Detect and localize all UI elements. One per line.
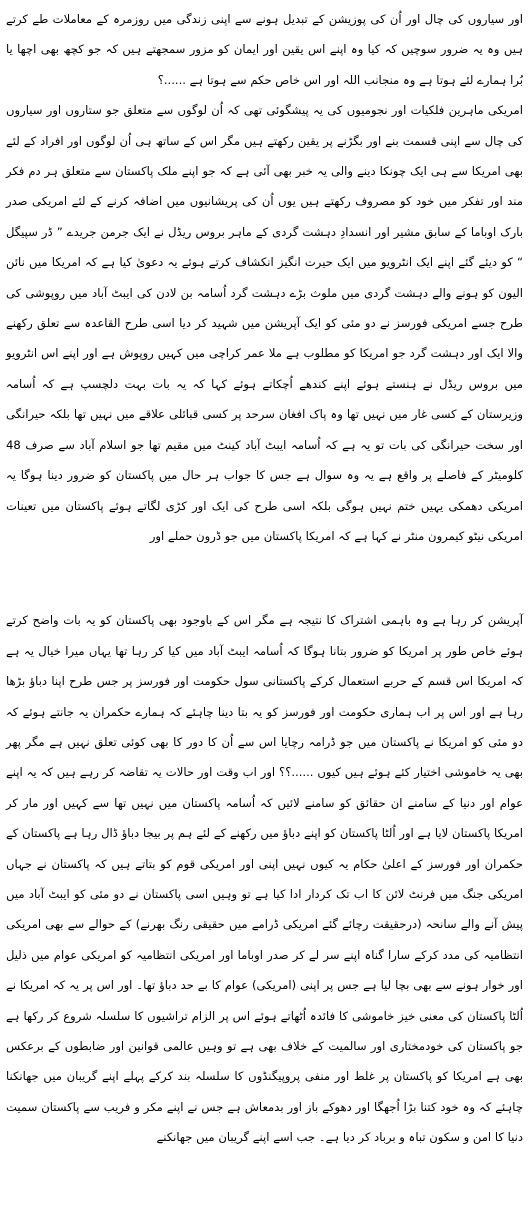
paragraph-1-1: اور سیاروں کی چال اور اُن کی پوزیشن کے تبدیل ہونے سے اپنی زندگی میں روزمرہ کے معاملات طے کرتے ہیں وہ یہ ضرور سوچیں کہ کیا وہ اپنے اس یقین اور ایمان کو مزور سمجھتے ہیں کہ جو کچھ بھی اچھا یا بُرا ہمارے لئے ہوتا ہے وہ منجانب اللہ اور اس خاص حکم سے ہوتا ہے ......؟ xyxy=(6,12,523,87)
paragraph-1-2: امریکی ماہرین فلکیات اور نجومیوں کی یہ پیشگوئی تھی کہ اُن لوگوں سے متعلق جو ستاروں اور سیاروں کی چال سے اپنی قسمت بنے اور بگڑنے پر یقین رکھتے ہیں مگر اس کے ساتھ ہی اُن لوگوں اور افراد کے لئے بھی امریکا سے ہی ایک چونکا دینے والی یہ خبر بھی آئی ہے کہ جو اپنے ملک پاکستان سے متعلق ہر دم فکر مند اور تفکر میں خود کو مصروف رکھتے ہیں یوں اُن کی پریشانیوں میں اضافہ کرنے کے لئے امریکی صدر بارک اوباما کے سابق مشیر اور انسدادِ دہشت گردی کے ماہر بروس ریڈل نے ایک جرمن جریدے ” ڈر سپیگل “ کو دیئے گئے اپنے ایک انٹرویو میں ایک حیرت انگیز انکشاف کرتے ہوئے یہ دعویٰ کیا ہے کہ امریکا میں نائن الیون کو ہونے والے دہشت گردی میں ملوث بڑے دہشت گرد اُسامہ بن لادن کی ایبٹ آباد میں روپوشی کی طرح جسے امریکی فورسز نے دو مئی کو ایک آپریشن میں شہید کر دیا اسی طرح القاعدہ سے تعلق رکھنے والا ایک اور دہشت گرد جو امریکا کو مطلوب ہے ملا عمر کراچی میں کہیں روپوش ہے اور اپنے اس انٹرویو میں بروس ریڈل نے ہنستے ہوئے اپنے کندھے اُچکاتے ہوئے کہا کہ یہ بات بہت دلچسپ ہے کہ اُسامہ وزیرستان کے کسی غار میں نہیں تھا وہ پاک افغان سرحد پر کسی قبائلی علاقے میں نہیں تھا بلکہ حیرانگی اور سخت حیرانگی کی بات تو یہ ہے کہ اُسامہ ایبٹ آباد کینٹ میں مقیم تھا جو اسلام آباد سے صرف 48 کلومیٹر کے فاصلے پر واقع ہے یہ وہ سوال ہے جس کا جواب ہر حال میں پاکستان کو ضرور دینا ہوگا یہ امریکی دھمکی یہیں ختم نہیں ہوگی بلکہ اسی طرح کی ایک اور کڑی لگاتے ہوئے پاکستان میں تعینات امریکی نیٹو کیمرون منٹر نے کہا ہے کہ امریکا پاکستان میں جو ڈرون حملے اور xyxy=(6,103,523,543)
article-section-2 xyxy=(6,605,523,1152)
section-gap xyxy=(6,551,523,605)
paragraph-2-1: آپریشن کر رہا ہے وہ باہمی اشتراک کا نتیجہ ہے مگر اس کے باوجود بھی پاکستان کو یہ بات واضح کرتے ہوئے خاص طور پر امریکا کو ضرور بتانا ہوگا کہ اُسامہ ایبٹ آباد میں کیا کر رہا تھا یہاں میرا خیال یہ ہے کہ امریکا اس قسم کے حربے استعمال کرکے پاکستانی سول حکومت اور فورسز پر جس طرح اپنا دباؤ بڑھا رہا ہے اور اس پر اب ہماری حکومت اور فورسز کو یہ بتا دینا چاہئے کہ ہمارے حکمران یہ جانتے ہوئے کہ دو مئی کو امریکا نے پاکستان میں جو ڈرامہ رچایا اس سے اُن کا دور کا بھی کوئی تعلق نہیں ہے مگر پھر بھی یہ خاموشی اختیار کئے ہوئے ہیں کیوں ......؟؟ اور اب وقت اور حالات یہ تقاضہ کر رہے ہیں کہ یہ اپنے عوام اور دنیا کے سامنے ان حقائق کو سامنے لائیں کہ اُسامہ پاکستان میں نہیں تھا سے کہیں اور مار کر امریکا پاکستان لایا ہے اور اُلٹا پاکستان کو اپنے دباؤ میں رکھنے کے لئے ہم پر بیجا دباؤ ڈال رہا ہے پاکستان کے حکمران اور فورسز کے اعلیٰ حکام یہ کیوں نہیں اپنی اور امریکی قوم کو بتاتے ہیں کہ پاکستان نے جہاں امریکی جنگ میں فرنٹ لائن کا اب تک کردار ادا کیا ہے تو وہیں اسی پاکستان نے دو مئی کو ایبٹ آباد میں پیش آنے والے سانحہ (درحقیقت رچائے گئے امریکی ڈرامے میں حقیقی رنگ بھرنے) کے حوالے سے بھی امریکی انتظامیہ کی مدد کرکے سارا گناہ اپنے سر لے کر صدر اوباما اور امریکی انتظامیہ کو امریکی عوام میں ذلیل اور خوار ہونے سے بھی بچا لیا ہے جس پر اپنی (امریکی) عوام کا بے حد دباؤ تھا۔ اور اس پر یہ کہ امریکا نے اُلٹا پاکستان کی معنی خیز خاموشی کا فائدہ اُٹھاتے ہوئے اس پر الزام تراشیوں کا سلسلہ شروع کر رکھا ہے جو پاکستان کی خودمختاری اور سالمیت کے خلاف بھی ہے تو وہیں عالمی قوانین اور ضابطوں کے برعکس بھی ہے امریکا کو پاکستان پر غلط اور منفی پروپیگنڈوں کا سلسلہ بند کرکے پہلے اپنے گریبان میں جھانکنا چاہئے کہ وہ خود کتنا بڑا اُجھگا اور دھوکے باز اور بدمعاش ہے جس نے اپنے مکر و فریب سے پاکستان سمیت دنیا کا امن و سکون تباہ و برباد کر دیا ہے۔ جب اسے اپنے گریبان میں جھانکنے xyxy=(6,613,523,1145)
article-section-1 xyxy=(6,4,523,551)
